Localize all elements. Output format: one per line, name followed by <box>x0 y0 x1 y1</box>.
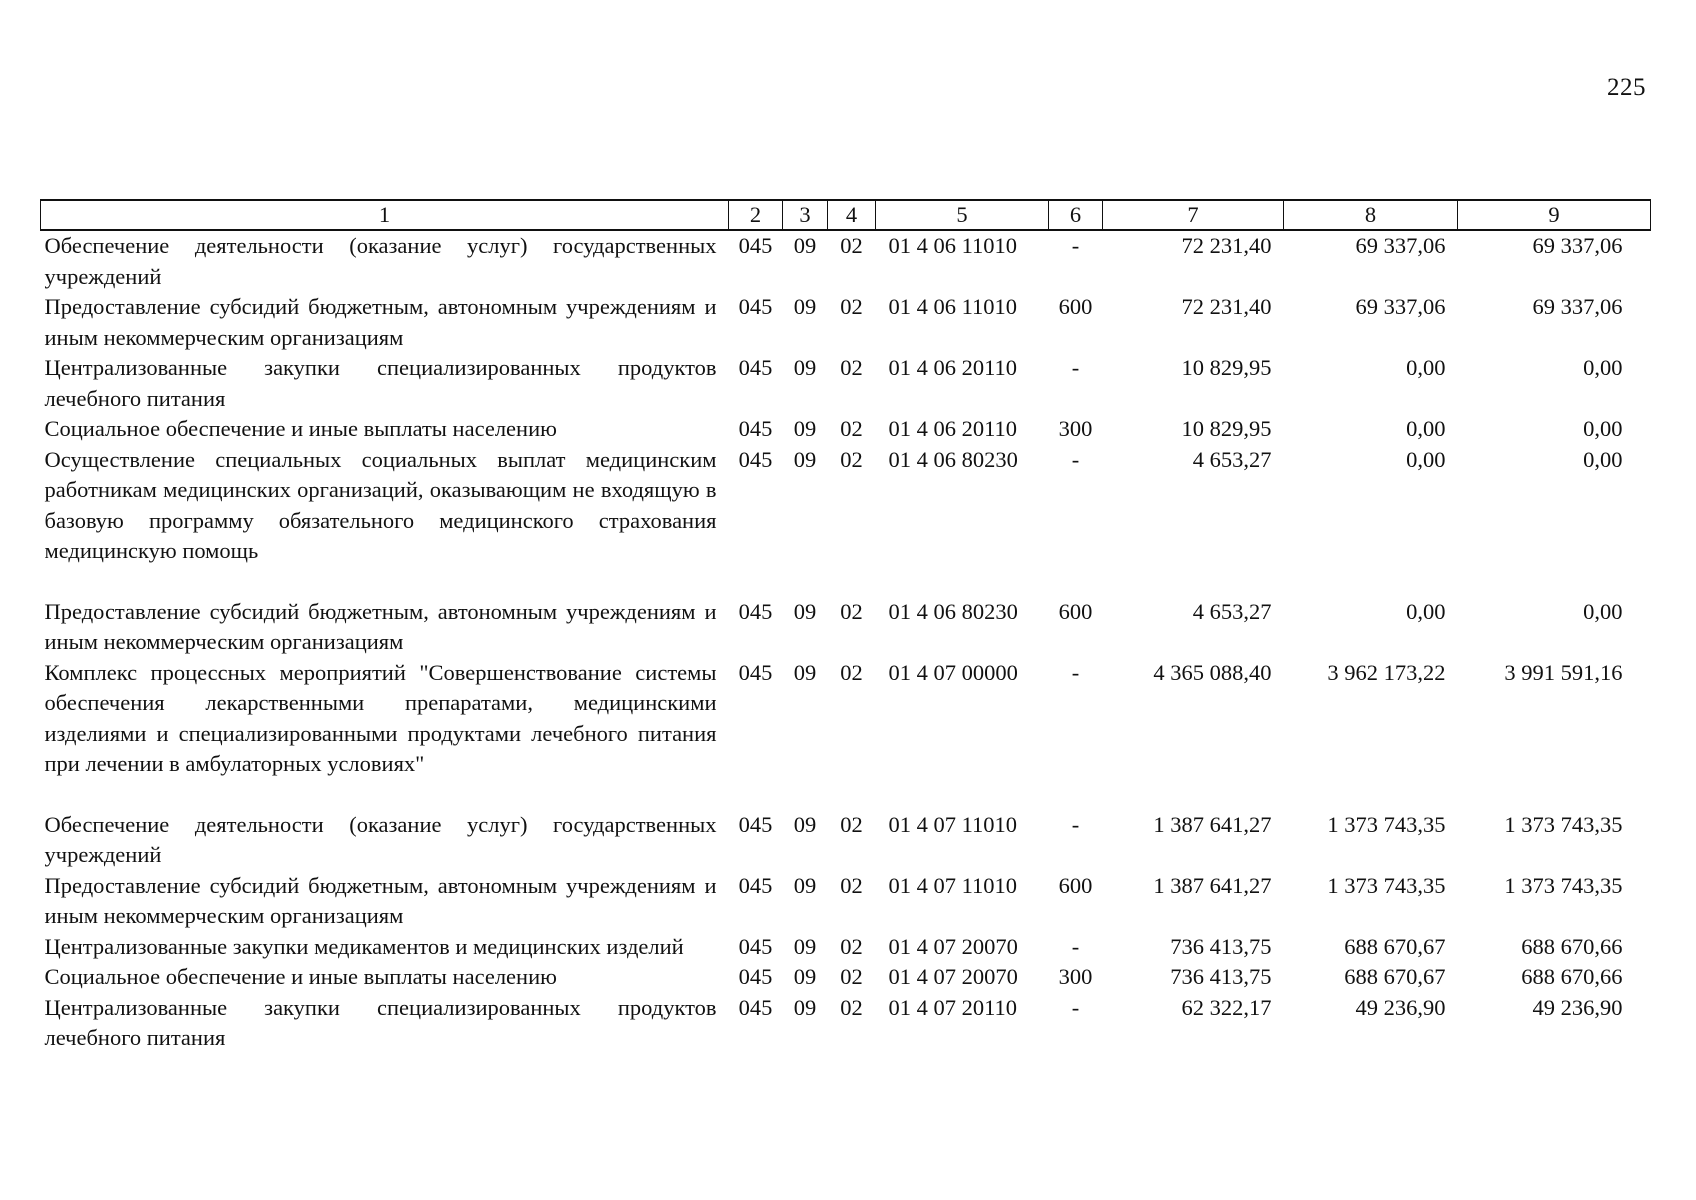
row-expense-type: - <box>1071 933 1080 959</box>
table-row <box>41 871 1651 932</box>
row-name: Комплекс процессных мероприятий "Совершенствование системы обеспечения лекарственными препаратами, медицинскими изделиями и специализированными продуктами лечебного питания при лечении в амбулаторных условиях" <box>44 659 717 776</box>
row-ministry-code: 045 <box>738 446 773 472</box>
header-col-5: 5 <box>876 200 1049 230</box>
header-col-3: 3 <box>783 200 828 230</box>
row-value-col7: 4 653,27 <box>1192 446 1272 472</box>
row-value-col9: 0,00 <box>1583 416 1623 441</box>
row-value-col9: 688 670,66 <box>1521 964 1623 989</box>
row-subsection: 02 <box>840 416 863 441</box>
row-value-col7: 4 653,27 <box>1192 598 1272 624</box>
row-target-article: 01 4 06 80230 <box>888 598 1018 624</box>
row-expense-type: 600 <box>1058 294 1093 319</box>
row-ministry-code: 045 <box>738 872 773 898</box>
row-value-col9: 69 337,06 <box>1532 294 1623 319</box>
row-name: Централизованные закупки медикаментов и медицинских изделий <box>44 933 684 959</box>
header-col-9: 9 <box>1458 200 1651 230</box>
row-target-article: 01 4 07 20070 <box>888 933 1018 959</box>
row-name: Предоставление субсидий бюджетным, автономным учреждениям и иным некоммерческим организациям <box>44 294 717 350</box>
row-ministry-code: 045 <box>738 294 773 319</box>
row-subsection: 02 <box>840 964 863 989</box>
row-section: 09 <box>793 294 817 319</box>
header-col-4: 4 <box>828 200 876 230</box>
row-value-col8: 1 373 743,35 <box>1327 811 1446 837</box>
row-subsection: 02 <box>840 659 863 685</box>
row-subsection: 02 <box>840 994 863 1020</box>
row-target-article: 01 4 07 20110 <box>888 994 1018 1020</box>
row-section: 09 <box>793 355 817 380</box>
row-name: Централизованные закупки специализированных продуктов лечебного питания <box>44 355 717 411</box>
row-value-col7: 10 829,95 <box>1181 416 1272 441</box>
row-value-col9: 69 337,06 <box>1532 233 1623 258</box>
row-ministry-code: 045 <box>738 355 773 380</box>
row-expense-type: 600 <box>1058 872 1093 898</box>
row-value-col7: 736 413,75 <box>1170 964 1272 989</box>
page-number: 225 <box>1607 74 1646 101</box>
row-section: 09 <box>793 933 817 959</box>
budget-table <box>40 199 1651 1054</box>
row-name: Социальное обеспечение и иные выплаты населению <box>44 964 557 989</box>
row-section: 09 <box>793 872 817 898</box>
row-target-article: 01 4 06 11010 <box>888 233 1018 258</box>
table-row <box>41 658 1651 810</box>
row-subsection: 02 <box>840 446 863 472</box>
row-value-col9: 49 236,90 <box>1532 994 1623 1020</box>
row-section: 09 <box>793 659 817 685</box>
row-value-col8: 1 373 743,35 <box>1327 872 1446 898</box>
row-expense-type: - <box>1071 446 1080 472</box>
row-value-col8: 688 670,67 <box>1344 964 1446 989</box>
row-value-col8: 0,00 <box>1406 416 1446 441</box>
table-row <box>41 962 1651 993</box>
row-subsection: 02 <box>840 933 863 959</box>
row-ministry-code: 045 <box>738 811 773 837</box>
row-value-col9: 3 991 591,16 <box>1504 659 1623 685</box>
table-row <box>41 445 1651 597</box>
row-expense-type: - <box>1071 233 1080 258</box>
header-col-6: 6 <box>1049 200 1103 230</box>
row-value-col7: 72 231,40 <box>1181 294 1272 319</box>
row-expense-type: - <box>1071 659 1080 685</box>
row-expense-type: 600 <box>1058 598 1093 624</box>
table-header-row <box>41 200 1651 230</box>
table-row <box>41 597 1651 658</box>
row-target-article: 01 4 07 00000 <box>888 659 1018 685</box>
row-target-article: 01 4 07 11010 <box>888 811 1018 837</box>
row-value-col9: 1 373 743,35 <box>1504 811 1623 837</box>
row-ministry-code: 045 <box>738 933 773 959</box>
row-expense-type: - <box>1071 355 1080 380</box>
row-ministry-code: 045 <box>738 233 773 258</box>
row-section: 09 <box>793 446 817 472</box>
table-row <box>41 414 1651 445</box>
row-expense-type: - <box>1071 811 1080 837</box>
table-row <box>41 353 1651 414</box>
row-expense-type: 300 <box>1058 416 1093 441</box>
header-col-8: 8 <box>1284 200 1458 230</box>
row-value-col7: 62 322,17 <box>1181 994 1272 1020</box>
row-subsection: 02 <box>840 598 863 624</box>
row-section: 09 <box>793 598 817 624</box>
row-value-col8: 0,00 <box>1406 446 1446 472</box>
row-target-article: 01 4 07 11010 <box>888 872 1018 898</box>
row-value-col7: 1 387 641,27 <box>1153 872 1272 898</box>
row-subsection: 02 <box>840 811 863 837</box>
row-section: 09 <box>793 811 817 837</box>
row-subsection: 02 <box>840 294 863 319</box>
row-value-col7: 10 829,95 <box>1181 355 1272 380</box>
row-subsection: 02 <box>840 355 863 380</box>
row-value-col8: 69 337,06 <box>1355 233 1446 258</box>
header-col-7: 7 <box>1103 200 1284 230</box>
row-value-col8: 688 670,67 <box>1344 933 1446 959</box>
row-target-article: 01 4 06 20110 <box>888 416 1018 441</box>
row-value-col9: 1 373 743,35 <box>1504 872 1623 898</box>
row-value-col9: 688 670,66 <box>1521 933 1623 959</box>
table-row <box>41 230 1651 292</box>
header-col-1: 1 <box>41 200 729 230</box>
row-target-article: 01 4 07 20070 <box>888 964 1018 989</box>
row-value-col8: 3 962 173,22 <box>1327 659 1446 685</box>
row-target-article: 01 4 06 80230 <box>888 446 1018 472</box>
row-target-article: 01 4 06 20110 <box>888 355 1018 380</box>
row-name: Предоставление субсидий бюджетным, автономным учреждениям и иным некоммерческим организациям <box>44 598 717 654</box>
row-name: Осуществление специальных социальных выплат медицинским работникам медицинских организаций, оказывающим не входящую в базовую программу обязательного медицинского страхования медицинскую помощь <box>44 446 717 563</box>
row-value-col8: 49 236,90 <box>1355 994 1446 1020</box>
row-value-col7: 72 231,40 <box>1181 233 1272 258</box>
row-value-col9: 0,00 <box>1583 446 1623 472</box>
row-value-col9: 0,00 <box>1583 598 1623 624</box>
row-section: 09 <box>793 416 817 441</box>
row-value-col8: 0,00 <box>1406 598 1446 624</box>
row-value-col8: 0,00 <box>1406 355 1446 380</box>
row-ministry-code: 045 <box>738 416 773 441</box>
row-ministry-code: 045 <box>738 659 773 685</box>
row-section: 09 <box>793 964 817 989</box>
row-expense-type: 300 <box>1058 964 1093 989</box>
row-name: Предоставление субсидий бюджетным, автономным учреждениям и иным некоммерческим организациям <box>44 872 717 928</box>
row-value-col8: 69 337,06 <box>1355 294 1446 319</box>
row-section: 09 <box>793 233 817 258</box>
row-value-col7: 1 387 641,27 <box>1153 811 1272 837</box>
row-name: Социальное обеспечение и иные выплаты населению <box>44 416 557 441</box>
table-row <box>41 993 1651 1054</box>
table-row <box>41 810 1651 871</box>
row-ministry-code: 045 <box>738 964 773 989</box>
row-subsection: 02 <box>840 872 863 898</box>
row-value-col9: 0,00 <box>1583 355 1623 380</box>
row-subsection: 02 <box>840 233 863 258</box>
row-target-article: 01 4 06 11010 <box>888 294 1018 319</box>
row-name: Обеспечение деятельности (оказание услуг) государственных учреждений <box>44 233 717 289</box>
row-value-col7: 736 413,75 <box>1170 933 1272 959</box>
row-section: 09 <box>793 994 817 1020</box>
row-ministry-code: 045 <box>738 598 773 624</box>
table-row <box>41 932 1651 963</box>
row-ministry-code: 045 <box>738 994 773 1020</box>
row-expense-type: - <box>1071 994 1080 1020</box>
row-value-col7: 4 365 088,40 <box>1153 659 1272 685</box>
header-col-2: 2 <box>729 200 783 230</box>
table-row <box>41 292 1651 353</box>
row-name: Централизованные закупки специализированных продуктов лечебного питания <box>44 994 717 1050</box>
row-name: Обеспечение деятельности (оказание услуг) государственных учреждений <box>44 811 717 867</box>
